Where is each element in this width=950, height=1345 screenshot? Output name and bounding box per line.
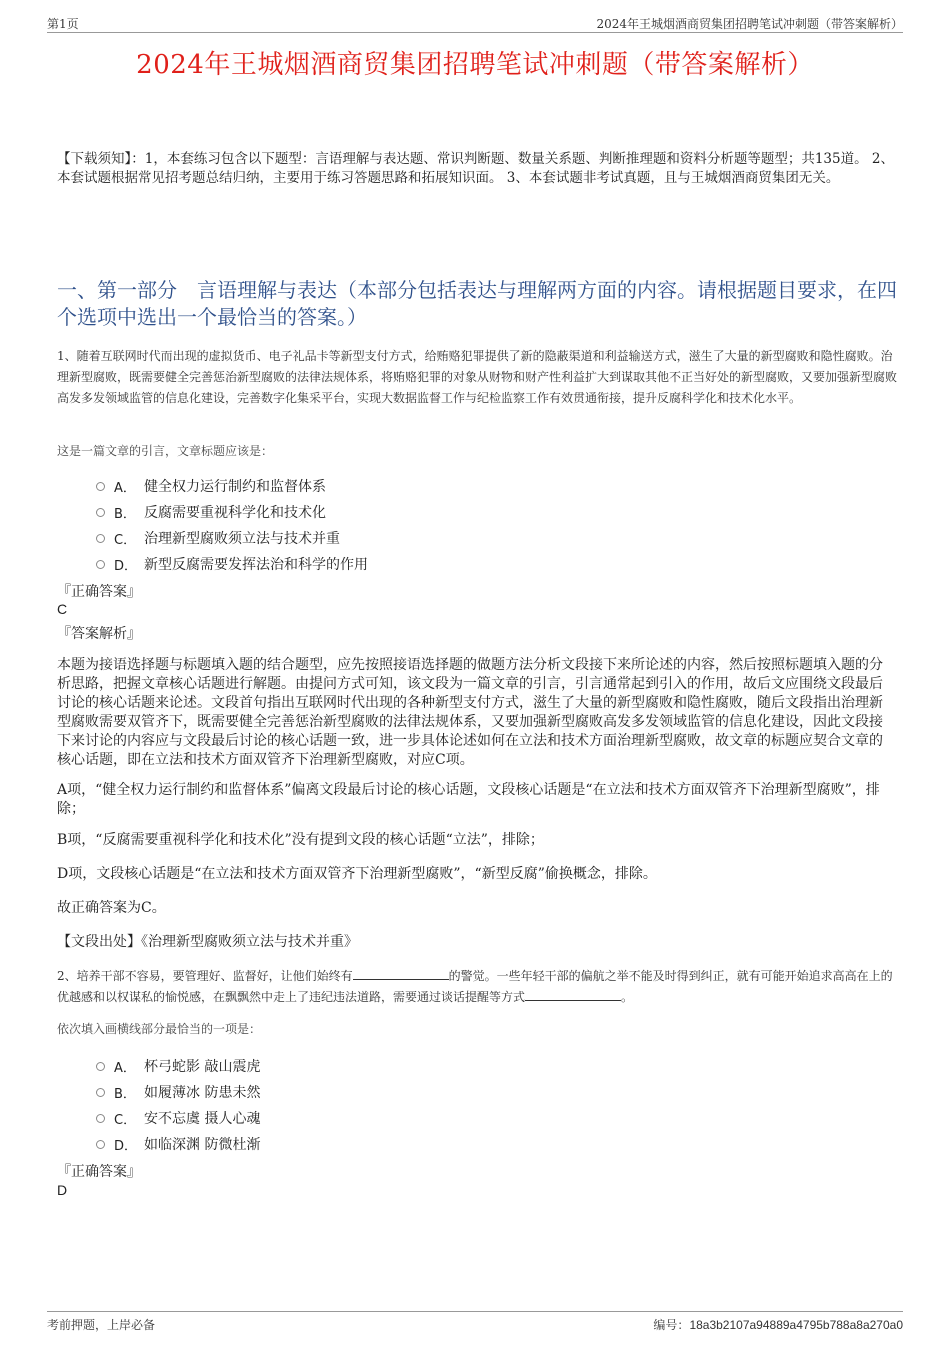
option-c[interactable] — [96, 525, 368, 551]
section-title: 一、第一部分 言语理解与表达（本部分包括表达与理解两方面的内容。请根据题目要求，在四个选项中选出一个最恰当的答案。） — [57, 278, 897, 329]
fill-blank — [525, 988, 621, 1001]
radio-icon[interactable] — [96, 1062, 105, 1071]
option-text: 新型反腐需要发挥法治和科学的作用 — [144, 557, 368, 573]
option-text: 如临深渊 防微杜渐 — [144, 1137, 261, 1153]
answer-value: D — [57, 1182, 68, 1198]
question-1-lead: 这是一篇文章的引言，文章标题应该是： — [57, 444, 274, 458]
analysis-paragraph: 本题为接语选择题与标题填入题的结合题型，应先按照接语选择题的做题方法分析文段接下来所论述的内容，然后按照标题填入题的分析思路，把握文章核心话题进行解题。由提问方式可知，该文段为一篇文章的引言，引言通常起到引入的作用，故后文应围绕文段最后讨论的核心话题来论述。文段首句指出互联网时代出现的各种新型支付方式，滋生了大量的新型腐败和隐性腐败，随后文段指出治理新型腐败需要双管齐下，既需要健全完善惩治新型腐败的法律法规体系，又要加强新型腐败高发多发领域监管的信息化建设，因此文段接下来讨论的内容应与文段最后讨论的核心话题一致，进一步具体论述如何在立法和技术方面治理新型腐败，故文章的标题应契合文章的核心话题，即在立法和技术方面双管齐下治理新型腐败，对应C项。 — [57, 657, 883, 768]
question-1-options — [96, 473, 368, 577]
answer-label: 『正确答案』 — [57, 1164, 141, 1180]
code-label: 编号： — [653, 1318, 690, 1332]
question-2-stem — [57, 966, 899, 1008]
option-text: 治理新型腐败须立法与技术并重 — [144, 531, 340, 547]
option-b[interactable] — [96, 1079, 260, 1105]
option-d[interactable] — [96, 1131, 260, 1157]
stem-part: 。 — [621, 990, 634, 1004]
footer-code — [653, 1316, 903, 1333]
radio-icon[interactable] — [96, 482, 105, 491]
radio-icon[interactable] — [96, 1088, 105, 1097]
download-notice: 【下载须知】：1，本套练习包含以下题型：言语理解与表达题、常识判断题、数量关系题、判断推理题和资料分析题等题型；共135道。 2、本套试题根据常见招考题总结归纳，主要用于练习答题思路和拓展知识面。 3、本套试题非考试真题，且与王城烟酒商贸集团无关。 — [57, 151, 894, 186]
option-a[interactable] — [96, 473, 368, 499]
question-2-options — [96, 1053, 260, 1157]
passage-source: 【文段出处】《治理新型腐败须立法与技术并重》 — [57, 934, 358, 950]
answer-value: C — [57, 601, 68, 617]
option-letter: B． — [114, 506, 136, 522]
fill-blank — [353, 967, 449, 980]
page-number: 第1页 — [47, 17, 79, 31]
option-text: 反腐需要重视科学化和技术化 — [144, 505, 326, 521]
option-letter: B． — [114, 1086, 136, 1102]
code-value: 18a3b2107a94889a4795b788a8a270a0 — [689, 1318, 903, 1332]
option-c[interactable] — [96, 1105, 260, 1131]
footer-slogan: 考前押题，上岸必备 — [47, 1318, 156, 1332]
document-title: 2024年王城烟酒商贸集团招聘笔试冲刺题（带答案解析） — [136, 50, 814, 80]
page-footer — [47, 1311, 903, 1334]
option-letter: D． — [114, 558, 138, 574]
analysis-label: 『答案解析』 — [57, 626, 141, 642]
question-1-stem: 1、随着互联网时代而出现的虚拟货币、电子礼品卡等新型支付方式，给贿赂犯罪提供了新的隐蔽渠道和利益输送方式，滋生了大量的新型腐败和隐性腐败。治理新型腐败，既需要健全完善惩治新型腐败的法律法规体系，将贿赂犯罪的对象从财物和财产性利益扩大到谋取其他不正当好处的新型腐败，又要加强新型腐败高发多发领域监管的信息化建设，完善数字化集采平台，实现大数据监督工作与纪检监察工作有效贯通衔接，提升反腐科学化和技术化水平。 — [57, 349, 898, 405]
analysis-paragraph: 故正确答案为C。 — [57, 900, 166, 916]
stem-part: 的警觉。一些年轻干部的偏航之举不能及时得到纠正，就有可能开始追求高高在上的优越感和以权谋私的愉悦感，在飘飘然中走上了违纪违法道路，需要通过谈话提醒等方式 — [57, 969, 893, 1004]
analysis-paragraph: B项，“反腐需要重视科学化和技术化”没有提到文段的核心话题“立法”，排除； — [57, 832, 544, 848]
analysis-paragraph: A项，“健全权力运行制约和监督体系”偏离文段最后讨论的核心话题，文段核心话题是“在立法和技术方面双管齐下治理新型腐败”，排除； — [57, 782, 880, 817]
header-doc-title: 2024年王城烟酒商贸集团招聘笔试冲刺题（带答案解析） — [596, 17, 903, 31]
option-d[interactable] — [96, 551, 368, 577]
page-header — [47, 14, 903, 33]
analysis-paragraph: D项，文段核心话题是“在立法和技术方面双管齐下治理新型腐败”，“新型反腐”偷换概念，排除。 — [57, 866, 657, 882]
option-b[interactable] — [96, 499, 368, 525]
option-letter: A． — [114, 1060, 136, 1076]
option-text: 安不忘虞 摄人心魂 — [144, 1111, 261, 1127]
option-text: 如履薄冰 防患未然 — [144, 1085, 261, 1101]
answer-label: 『正确答案』 — [57, 584, 141, 600]
option-letter: C． — [114, 532, 137, 548]
option-a[interactable] — [96, 1053, 260, 1079]
radio-icon[interactable] — [96, 560, 105, 569]
stem-part: 2、培养干部不容易，要管理好、监督好，让他们始终有 — [57, 969, 353, 983]
option-text: 杯弓蛇影 敲山震虎 — [144, 1059, 261, 1075]
radio-icon[interactable] — [96, 508, 105, 517]
option-text: 健全权力运行制约和监督体系 — [144, 479, 326, 495]
radio-icon[interactable] — [96, 534, 105, 543]
option-letter: C． — [114, 1112, 137, 1128]
radio-icon[interactable] — [96, 1140, 105, 1149]
radio-icon[interactable] — [96, 1114, 105, 1123]
question-2-lead: 依次填入画横线部分最恰当的一项是： — [57, 1022, 262, 1036]
option-letter: D． — [114, 1138, 138, 1154]
option-letter: A． — [114, 480, 136, 496]
